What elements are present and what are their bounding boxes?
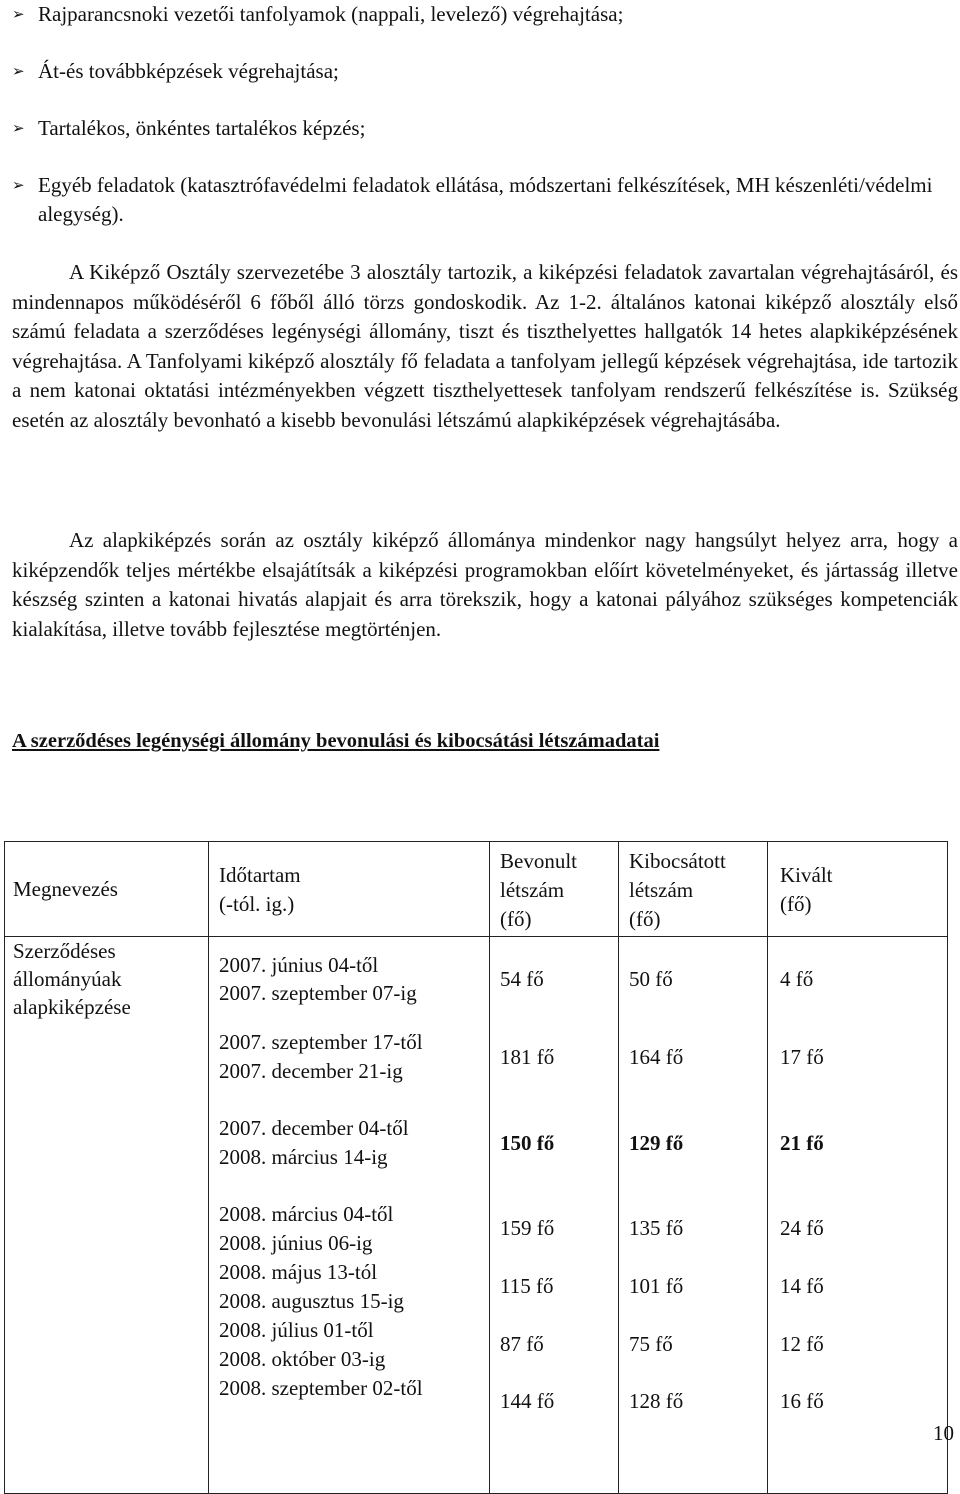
bullet-text: Rajparancsnoki vezetői tanfolyamok (nappali, levelező) végrehajtása; [38,2,624,26]
arrow-bullet-icon: ➢ [12,119,25,137]
dropped-value: 4 fő [780,967,814,991]
list-item [12,0,623,29]
released-value: 101 fő [629,1274,684,1298]
released-value: 75 fő [629,1332,673,1356]
paragraph-training-goals: Az alapkiképzés során az osztály kiképző állománya mindenkor nagy hangsúlyt helyez arra, hogy a kiképzendők teljes mértékbe elsajátítsák a kiképzési programokban előírt követelményeket, és jártasság illetve készség szinten a katonai hivatás alapjait és arra törekszik, hogy a katonai pályához szükséges kompetenciák kialakítása, illetve tovább fejlesztése megtörténjen. [12,528,958,641]
table-row [5,937,948,1494]
dropped-value: 24 fő [780,1216,824,1240]
header-enlisted-label: Bevonult [500,849,577,873]
category-line: alapkiképzése [13,995,131,1019]
header-duration-label: Időtartam [219,863,301,887]
released-value: 128 fő [629,1389,684,1413]
period-start: 2007. december 04-től [219,1116,409,1140]
enlisted-value: 159 fő [500,1216,555,1240]
dropped-value: 17 fő [780,1045,824,1069]
arrow-bullet-icon: ➢ [12,176,25,194]
list-item [12,171,958,229]
bullet-text: Tartalékos, önkéntes tartalékos képzés; [38,116,366,140]
duration-cell [209,937,490,1494]
header-cell-dropped [768,842,948,937]
list-item [12,57,339,86]
bullet-text: Egyéb feladatok (katasztrófavédelmi feladatok ellátása, módszertani felkészítések, MH készenléti/védelmi alegység). [38,173,933,226]
released-value: 50 fő [629,967,673,991]
period-start: 2007. június 04-től [219,953,379,977]
header-enlisted-unit: (fő) [500,907,532,931]
period-end: 2008. március 14-ig [219,1145,388,1169]
enlisted-value: 150 fő [500,1131,555,1155]
period-end: 2008. október 03-ig [219,1347,386,1371]
header-enlisted-sub: létszám [500,878,565,902]
table-heading: A szerződéses legénységi állomány bevonulási és kibocsátási létszámadatai [12,730,660,752]
period-end: 2007. december 21-ig [219,1059,403,1083]
table-header-row [5,842,948,937]
page-number: 10 [933,1421,954,1445]
enlisted-value: 87 fő [500,1332,544,1356]
dropped-value: 16 fő [780,1389,824,1413]
arrow-bullet-icon: ➢ [12,5,25,23]
paragraph-structure: A Kiképző Osztály szervezetébe 3 alosztály tartozik, a kiképzési feladatok zavartalan végrehajtásáról, és mindennapos működéséről 6 főből álló törzs gondoskodik. Az 1-2. általános katonai kiképző alosztály első számú feladata a szerződéses legénységi állomány, tiszt és tiszthelyettes hallgatók 14 hetes alapkiképzésének végrehajtása. A Tanfolyami kiképző alosztály fő feladata a tanfolyam jellegű képzések végrehajtása, ide tartozik a nem katonai oktatási intézményekben végzett tiszthelyettesek tanfolyam rendszerű felkészítése is. Szükség esetén az alosztály bevonható a kisebb bevonulási létszámú alapkiképzések végrehajtásába. [12,260,958,432]
period-start: 2007. szeptember 17-től [219,1030,423,1054]
header-released-label: Kibocsátott [629,849,726,873]
arrow-bullet-icon: ➢ [12,62,25,80]
header-cell-enlisted [490,842,619,937]
dropped-cell [768,937,948,1494]
enlisted-value: 181 fő [500,1045,555,1069]
category-line: Szerződéses [13,939,116,963]
period-start: 2008. március 04-től [219,1202,394,1226]
enlisted-value: 115 fő [500,1274,554,1298]
dropped-value: 21 fő [780,1131,824,1155]
enlisted-value: 54 fő [500,967,544,991]
header-duration-sub: (-tól. ig.) [219,892,295,916]
bullet-text: Át-és továbbképzések végrehajtása; [38,59,339,83]
period-end: 2007. szeptember 07-ig [219,981,417,1005]
released-value: 135 fő [629,1216,684,1240]
period-start: 2008. május 13-tól [219,1260,378,1284]
dropped-value: 12 fő [780,1332,824,1356]
header-cell-duration [209,842,490,937]
released-cell [619,937,768,1494]
period-start: 2008. július 01-től [219,1318,374,1342]
enlisted-cell [490,937,619,1494]
released-value: 164 fő [629,1045,684,1069]
dropped-value: 14 fő [780,1274,824,1298]
enlistment-table [4,841,948,1494]
header-dropped-label: Kivált [780,863,833,887]
category-cell [5,937,209,1494]
header-name-label: Megnevezés [13,877,118,901]
header-released-sub: létszám [629,878,694,902]
period-end: 2008. augusztus 15-ig [219,1289,404,1313]
header-cell-name [5,842,209,937]
period-start: 2008. szeptember 02-től [219,1376,423,1400]
category-line: állományúak [13,967,122,991]
header-cell-released [619,842,768,937]
header-dropped-unit: (fő) [780,892,812,916]
list-item [12,114,365,143]
period-end: 2008. június 06-ig [219,1231,373,1255]
released-value: 129 fő [629,1131,684,1155]
enlisted-value: 144 fő [500,1389,555,1413]
header-released-unit: (fő) [629,907,661,931]
